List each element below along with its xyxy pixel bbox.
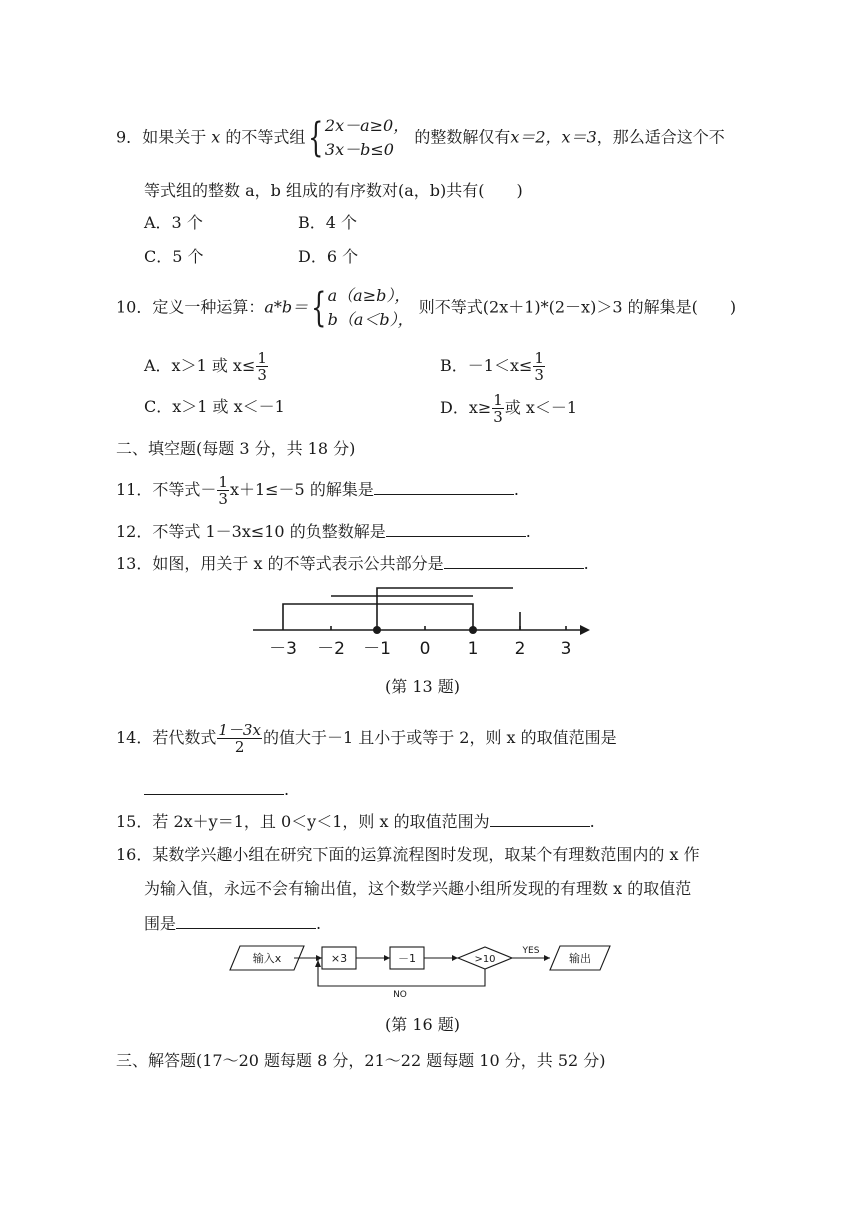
arrowhead-2-icon <box>384 955 390 961</box>
arrowhead-no-icon <box>315 960 321 967</box>
q12 <box>116 520 531 543</box>
q11-end: . <box>513 480 519 499</box>
q11-frac <box>217 474 229 507</box>
output-label: 输出 <box>569 952 591 965</box>
q16-line1 <box>116 844 700 866</box>
q16-line3 <box>144 912 321 935</box>
q9-text-a: 如果关于 <box>142 127 207 147</box>
q16-line2: 为输入值，永远不会有输出值，这个数学兴趣小组所发现的有理数 x 的取值范 <box>144 879 692 898</box>
q10-option-a-frac <box>256 350 268 383</box>
q14-end: . <box>284 780 290 799</box>
sub-label: －1 <box>398 952 416 965</box>
frac-denominator: 3 <box>534 366 544 384</box>
q15-end: . <box>589 812 595 831</box>
frac-denominator: 2 <box>234 738 245 756</box>
arrowhead-1-icon <box>316 955 322 961</box>
q10-number: 10． <box>116 297 153 317</box>
q10-op: a*b＝ <box>264 297 309 317</box>
q10-option-b-frac <box>533 350 545 383</box>
q13-answer-blank[interactable] <box>444 552 584 569</box>
q16-text-3: 围是 <box>144 914 177 933</box>
q11 <box>116 474 519 507</box>
frac-denominator: 3 <box>218 490 228 508</box>
q10-case1: a（a≥b）， <box>327 286 411 305</box>
q11-pre: 不等式－ <box>152 480 217 499</box>
q14-number: 14． <box>116 728 153 747</box>
q13-caption: (第 13 题) <box>385 677 461 696</box>
frac-numerator: 1 <box>493 391 503 409</box>
point-minus1 <box>373 626 381 634</box>
q9-text-b: 的不等式组 <box>225 127 306 147</box>
q12-number: 12． <box>116 522 153 541</box>
q15-answer-blank[interactable] <box>490 810 590 827</box>
arrowhead-yes-icon <box>544 955 550 961</box>
q9-text-d: ，那么适合这个不 <box>596 127 725 147</box>
q12-answer-blank[interactable] <box>386 520 526 537</box>
q10-option-b <box>440 350 546 383</box>
q9-number: 9． <box>116 127 143 147</box>
tick-label-minus3: －3 <box>269 639 297 659</box>
arrowhead-3-icon <box>452 955 458 961</box>
ray-from-minus3 <box>283 604 473 630</box>
q10-option-d-frac <box>492 392 504 425</box>
q10-text-a: 定义一种运算： <box>152 297 265 317</box>
q10-option-d-text: D．x≥ <box>440 398 492 417</box>
tick-label-1: 1 <box>467 639 479 659</box>
q13-text: 如图，用关于 x 的不等式表示公共部分是 <box>152 554 444 573</box>
point-1 <box>469 626 477 634</box>
axis-arrow-icon <box>580 625 590 635</box>
frac-denominator: 3 <box>493 408 503 426</box>
q9-sys-eq2: 3x－b≤0 <box>324 140 394 159</box>
frac-numerator: 1－3x <box>218 721 261 739</box>
q16-flowchart <box>228 940 618 1002</box>
q13 <box>116 552 589 575</box>
q14-post: 的值大于－1 且小于或等于 2，则 x 的取值范围是 <box>262 728 617 747</box>
section-2-heading: 二、填空题(每题 3 分，共 18 分) <box>116 439 356 458</box>
q13-number-line-figure <box>248 582 598 662</box>
q10-case2: b（a＜b）， <box>327 310 414 329</box>
q9-brace: { <box>308 115 324 161</box>
tick-label-0: 0 <box>419 639 431 659</box>
q10-brace: { <box>311 285 327 331</box>
mul-label: ×3 <box>330 952 348 965</box>
q16-caption: (第 16 题) <box>385 1015 461 1034</box>
q15-number: 15． <box>116 812 153 831</box>
q10-option-a-text: A．x＞1 或 x≤ <box>144 356 256 375</box>
q9-var-x: x <box>211 127 221 147</box>
q14-answer-blank[interactable] <box>144 778 284 795</box>
q12-text: 不等式 1－3x≤10 的负整数解是 <box>152 522 386 541</box>
q16-number: 16． <box>116 845 153 864</box>
q9-line1 <box>116 114 725 162</box>
tick-label-minus1: －1 <box>363 639 391 659</box>
q13-end: . <box>583 554 589 573</box>
q9-text-c: 的整数解仅有 <box>414 127 511 147</box>
q15-text: 若 2x＋y＝1，且 0＜y＜1，则 x 的取值范围为 <box>152 812 490 831</box>
q15 <box>116 810 595 833</box>
q9-system <box>325 114 409 162</box>
q11-number: 11． <box>116 480 153 499</box>
ray-from-minus1 <box>377 588 513 630</box>
q10-option-d-post: 或 x＜－1 <box>504 398 578 417</box>
tick-label-minus2: －2 <box>317 639 345 659</box>
q9-option-a: A．3 个 <box>144 213 203 232</box>
q10-line1 <box>116 284 736 332</box>
q10-option-d <box>440 392 577 425</box>
yes-label: YES <box>522 946 540 956</box>
q10-option-a <box>144 350 269 383</box>
q10-option-b-text: B．－1＜x≤ <box>440 356 533 375</box>
tick-label-3: 3 <box>560 639 572 659</box>
no-label: NO <box>393 990 407 1000</box>
q9-solution: x＝2，x＝3 <box>510 127 597 147</box>
frac-numerator: 1 <box>257 349 267 367</box>
q14 <box>116 722 617 755</box>
q9-sys-eq1: 2x－a≥0， <box>324 116 410 135</box>
cond-label: >10 <box>474 954 496 965</box>
q16-answer-blank[interactable] <box>176 912 316 929</box>
input-label: 输入x <box>252 952 282 965</box>
q9-option-b: B．4 个 <box>298 213 358 232</box>
q14-pre: 若代数式 <box>152 728 217 747</box>
q11-answer-blank[interactable] <box>374 478 514 495</box>
q14-frac <box>217 722 262 755</box>
q10-option-c: C．x＞1 或 x＜－1 <box>144 397 285 416</box>
q11-post: x＋1≤－5 的解集是 <box>229 480 374 499</box>
q10-text-b: 则不等式(2x＋1)*(2－x)＞3 的解集是( ) <box>418 297 737 317</box>
q16-end: . <box>316 914 322 933</box>
tick-label-2: 2 <box>514 639 526 659</box>
q16-text-1: 某数学兴趣小组在研究下面的运算流程图时发现，取某个有理数范围内的 x 作 <box>152 845 700 864</box>
frac-numerator: 1 <box>218 473 228 491</box>
q13-number: 13． <box>116 554 153 573</box>
q9-option-c: C．5 个 <box>144 247 204 266</box>
q9-line2: 等式组的整数 a，b 组成的有序数对(a，b)共有( ) <box>144 181 523 200</box>
q12-end: . <box>525 522 531 541</box>
q9-option-d: D．6 个 <box>298 247 359 266</box>
frac-numerator: 1 <box>534 349 544 367</box>
q10-cases <box>328 284 414 332</box>
q14-line2 <box>144 778 289 801</box>
frac-denominator: 3 <box>257 366 267 384</box>
section-3-heading: 三、解答题(17～20 题每题 8 分，21～22 题每题 10 分，共 52 分) <box>116 1051 606 1070</box>
